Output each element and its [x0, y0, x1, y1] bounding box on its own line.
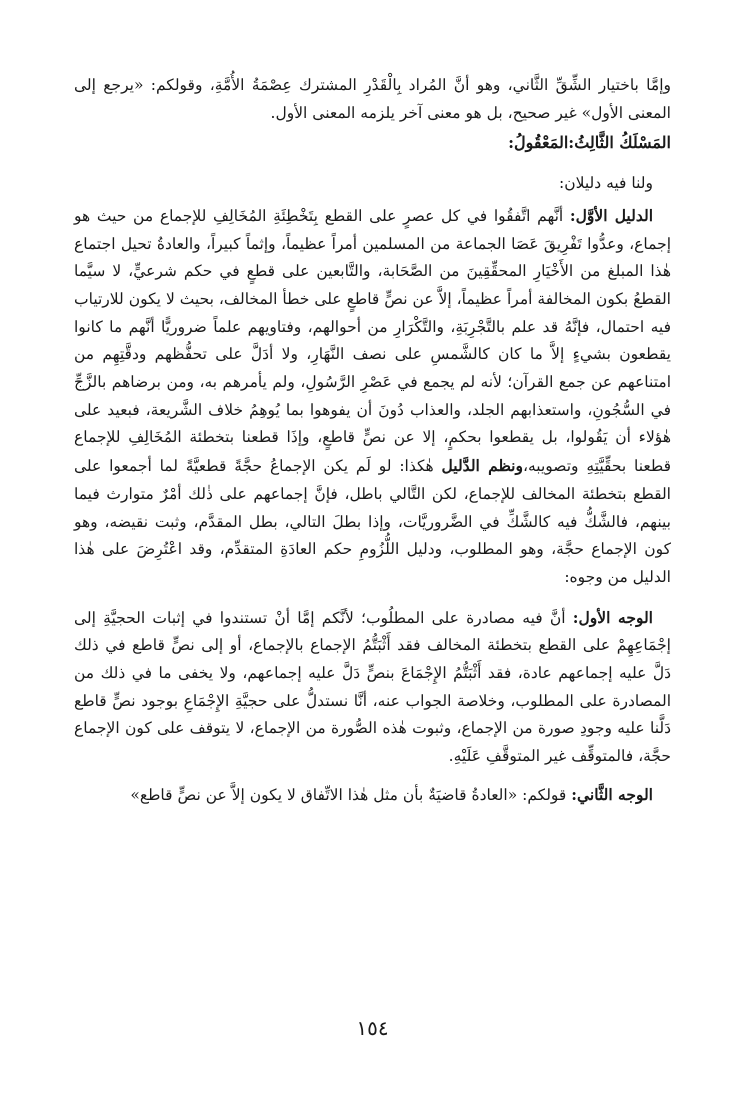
second-face-paragraph — [74, 781, 671, 810]
first-proof-text: أنَّهم اتَّفقُوا في كل عصرٍ على القطع بِتَخْطِئَةِ المُخَالِفِ للإجماع من حيث هو إجماع، وعدُّوا تَفْرِيقَ عَصَا الجماعة من المسلمين أمراً عظيماً، وإثماً كبيراً، والعادةُ تحيل اجتماع هٰذا المبلغ من الأَخْيَارِ المحقِّقِينَ من الصَّحَابة، والتَّابعين على قطعٍ في حكم شرعيٍّ، لا سيَّما القطعُ بكون المخالفة أمراً عظيماً، إلاَّ عن نصٍّ قاطعٍ على خطأ المخالف، بحيث لا يكون للارتياب فيه احتمال، فإنَّهُ قد علم بالتَّجْرِبَةِ، والتَّكْرَارِ من أحوالهم، وفتاويهم علماً ضروريًّا أنَّهم ما كانوا يقطعون بشيءٍ إلاَّ ما كان كالشَّمسِ على نصف النَّهَارِ، ولا أدَلَّ على تحفُّظهم ودقَّتِهِم من امتناعهم عن جمع القرآن؛ لأنه لم يجمع في عَصْرِ الرَّسُولِ، ولم يأمرهم به، ومن برضاهم بالزَّجِّ في السُّجُونِ، واستعذابهم الجلد، والعذاب دُونَ أن يفوهوا بما يُوهِمُ خلاف الشَّريعة، فبعيد على هٰؤلاء أن يَقُولوا، بل يقطعوا بحكمٍ، إلا عن نصٍّ قاطعٍ، وإذَا قطعنا بتخطئة المُخَالِفِ للإجماع قطعنا بحقِّيَّتِهِ وتصويبه، — [74, 206, 672, 476]
first-face-paragraph — [74, 604, 671, 771]
paragraph-continuation: وإمَّا باختيار الشِّقِّ الثَّاني، وهو أنَّ المُراد بِالْقَدْرِ المشترك عِصْمَةُ الأُمَّةِ، وقولكم: «يرجع إلى المعنى الأول» غير صحيح، بل هو معنى آخر يلزمه المعنى الأول. — [74, 76, 671, 122]
proof-order-label: ونظم الدَّليل — [441, 456, 523, 476]
proof-order-text: هٰكذا: لو لَم يكن الإجماعُ حجَّةً قطعيَّةً لما أجمعوا على القطع بتخطئة المخالف للإجماع، لكن التَّالي باطل، فإنَّ إجماعهم على ذٰلك أمْرٌ متوارث فيما بينهم، فالشَّكُّ فيه كالشَّكِّ في الضَّروريَّات، وإذا بطلَ التالي، بطل المقدَّم، وثبت نقيضه، وهو كون الإجماع حجَّة، وهو المطلوب، ودليل اللُّزُومِ حكم العادَةِ المتقدِّم، وقد اعْتُرِضَ على هٰذا الدليل من وجوه: — [74, 457, 671, 586]
section-heading: المَسْلَكُ الثَّالِثُ:المَعْقُولُ: — [508, 133, 671, 153]
intro-line: ولنا فيه دليلان: — [558, 174, 653, 193]
first-proof-label: الدليل الأوَّل: — [569, 205, 653, 225]
first-proof-paragraph — [74, 202, 671, 592]
second-face-text: قولكم: «العادةُ قاضيَةٌ بأن مثل هٰذا الاتِّفاق لا يكون إلاَّ عن نصٍّ قاطع» — [130, 785, 572, 804]
page-content — [74, 72, 671, 810]
second-face-label: الوجه الثَّاني: — [571, 784, 653, 804]
first-face-text: أنَّ فيه مصادرة على المطلُوب؛ لأنَّكم إمَّا أنْ تستندوا في إثبات الحجيَّةِ إلى إجْمَاعِهِمْ على القطع بتخطئة المخالف فقد أَثْبَتُّمُ الإجماع بالإجماع، أو إلى نصٍّ قاطع في ذلك دَلَّ عليه إجماعهم عادة، فقد أَثْبَتُّمُ الإِجْمَاعَ بنصٍّ دَلَّ عليه إجماعهم، ولا يخفى ما في ذلك من المصادرة على المطلوب، وخلاصة الجواب عنه، أنَّا نستدلُّ على حجيَّةِ الإِجْمَاعِ بوجود نصٍّ قاطع دَلَّنا عليه وجودِ صورة من الإجماع، وثبوت هٰذه الصُّورة من الإجماع، لا يتوقف على كون الإجماع حجَّة، فالمتوقِّف غير المتوقَّفِ عَلَيْهِ. — [74, 608, 671, 766]
first-face-label: الوجه الأول: — [572, 607, 653, 627]
page-number: ١٥٤ — [356, 1016, 389, 1040]
